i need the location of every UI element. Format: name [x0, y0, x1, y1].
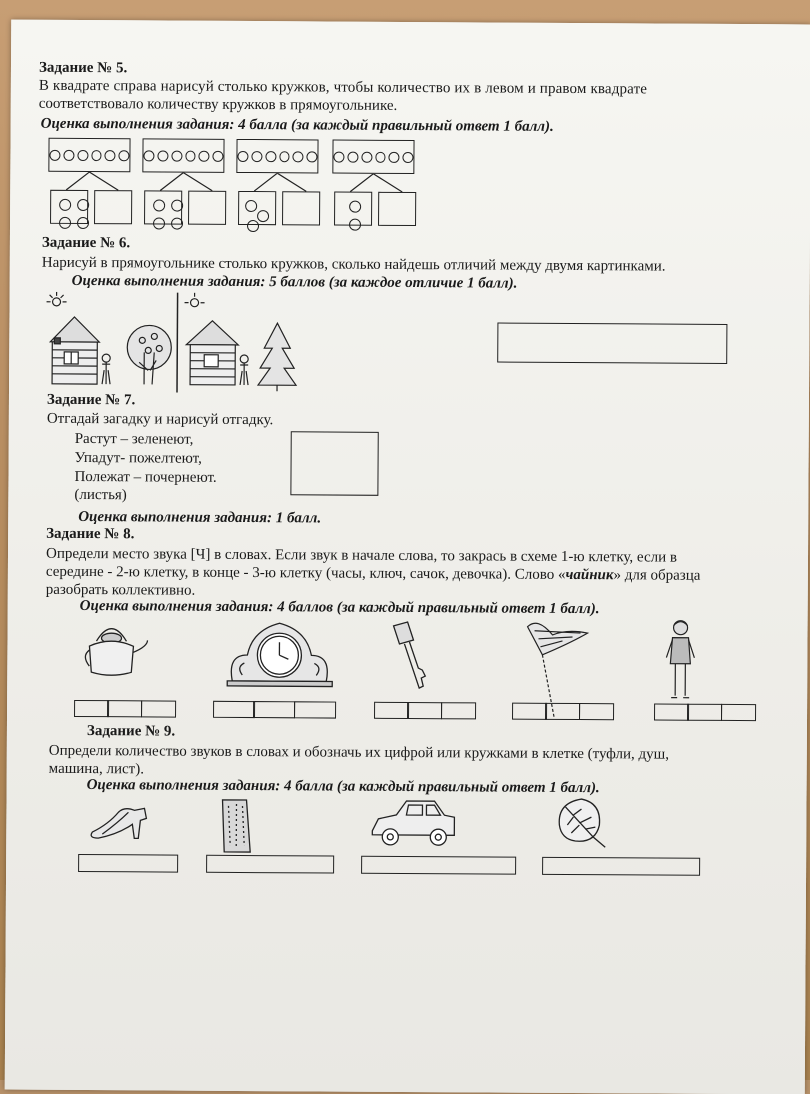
circle-mark	[389, 151, 400, 162]
leaf-icon	[551, 795, 611, 851]
task8-score: Оценка выполнения задания: 4 баллов (за каждый правильный ответ 1 балл).	[80, 598, 600, 618]
circle-mark	[279, 151, 290, 162]
scheme-cell[interactable]	[721, 704, 756, 721]
circle-mark	[251, 151, 262, 162]
task5-right-square[interactable]	[282, 191, 320, 225]
circle-mark	[245, 200, 257, 212]
task6-pictures	[44, 292, 305, 394]
task9-answer-box-3[interactable]	[361, 856, 516, 875]
circle-mark	[171, 150, 182, 161]
task9-answer-box-1[interactable]	[78, 854, 178, 873]
task8-line2-b: » для образца	[613, 567, 700, 584]
circle-mark	[185, 150, 196, 161]
task5-left-square	[144, 190, 182, 224]
task9-line1: Определи количество звуков в словах и обозначь их цифрой или кружками в клетке (туфли, душ,	[49, 742, 669, 764]
circle-mark	[91, 150, 102, 161]
circle-mark	[375, 151, 386, 162]
task8-line1: Определи место звука [Ч] в словах. Если звук в начале слова, то закрась в схеме 1-ю клетку, если в	[46, 545, 677, 567]
task5-left-square	[238, 191, 276, 225]
task5-line1: В квадрате справа нарисуй столько кружков, чтобы количество их в левом и правом квадрате	[39, 77, 647, 99]
circle-mark	[49, 149, 60, 160]
task5-right-square[interactable]	[188, 191, 226, 225]
task5-score: Оценка выполнения задания: 4 балла (за каждый правильный ответ 1 балл).	[41, 116, 554, 136]
clock-icon	[222, 615, 337, 688]
circle-mark	[293, 151, 304, 162]
scheme-cell[interactable]	[107, 700, 142, 717]
circle-mark	[77, 217, 89, 229]
shoe-icon	[88, 798, 158, 844]
task5-rectangle	[332, 140, 414, 175]
task5-left-square	[50, 190, 88, 224]
circle-mark	[153, 199, 165, 211]
circle-mark	[157, 150, 168, 161]
sound-scheme	[513, 703, 614, 721]
car-icon	[368, 797, 458, 850]
task7-answer-square[interactable]	[290, 431, 378, 496]
task8-title: Задание № 8.	[46, 526, 134, 544]
circle-mark	[349, 219, 361, 231]
task5-line2: соответствовало количеству кружков в прямоугольнике.	[39, 95, 398, 115]
riddle-line-2: Упадут- пожелтеют,	[75, 449, 202, 468]
task5-left-square	[334, 192, 372, 226]
scheme-cell[interactable]	[253, 701, 295, 718]
scheme-cell[interactable]	[213, 701, 255, 718]
circle-mark	[63, 149, 74, 160]
circle-mark	[349, 201, 361, 213]
circle-mark	[307, 151, 318, 162]
task5-right-square[interactable]	[94, 190, 132, 224]
circle-mark	[105, 150, 116, 161]
scheme-cell[interactable]	[294, 701, 336, 718]
scheme-cell[interactable]	[441, 702, 476, 719]
circle-mark	[59, 217, 71, 229]
sound-scheme	[75, 700, 176, 718]
task5-right-square[interactable]	[378, 192, 416, 226]
circle-mark	[59, 199, 71, 211]
circle-mark	[237, 150, 248, 161]
task8-line3: разобрать коллективно.	[46, 581, 196, 600]
task6-title: Задание № 6.	[42, 235, 130, 253]
circle-mark	[265, 151, 276, 162]
circle-mark	[153, 217, 165, 229]
circle-mark	[403, 151, 414, 162]
circle-mark	[143, 150, 154, 161]
worksheet	[5, 20, 810, 1094]
teapot-icon	[81, 616, 151, 678]
task8-line2-a: середине - 2-ю клетку, в конце - 3-ю клетку (часы, ключ, сачок, девочка). Слово «	[46, 564, 566, 583]
task5-rectangle	[142, 138, 224, 173]
task9-title: Задание № 9.	[87, 723, 175, 741]
scheme-cell[interactable]	[74, 700, 109, 717]
circle-mark	[347, 151, 358, 162]
scheme-cell[interactable]	[545, 703, 580, 720]
sound-scheme	[214, 701, 336, 719]
task6-score: Оценка выполнения задания: 5 баллов (за каждое отличие 1 балл).	[72, 273, 518, 293]
sound-scheme	[375, 702, 476, 720]
circle-mark	[77, 149, 88, 160]
scheme-cell[interactable]	[407, 702, 442, 719]
shower-icon	[218, 796, 254, 856]
key-icon	[387, 620, 427, 692]
scheme-cell[interactable]	[654, 704, 689, 721]
girl-icon	[662, 618, 699, 702]
riddle-line-3: Полежат – почернеют.	[74, 468, 216, 487]
task5-rectangle	[236, 139, 318, 174]
task6-answer-rectangle[interactable]	[497, 323, 727, 364]
riddle-answer: (листья)	[74, 486, 127, 504]
circle-mark	[247, 220, 259, 232]
left-picture	[46, 292, 172, 385]
circle-mark	[257, 210, 269, 222]
circle-mark	[213, 150, 224, 161]
task7-score: Оценка выполнения задания: 1 балл.	[78, 509, 321, 527]
task9-answer-box-2[interactable]	[206, 855, 334, 874]
scheme-cell[interactable]	[141, 700, 176, 717]
circle-mark	[171, 200, 183, 212]
scheme-cell[interactable]	[512, 703, 547, 720]
task8-sample-word: чайник	[565, 567, 613, 583]
scheme-cell[interactable]	[374, 702, 409, 719]
task9-score: Оценка выполнения задания: 4 балла (за каждый правильный ответ 1 балл).	[87, 777, 600, 797]
circle-mark	[119, 150, 130, 161]
scheme-cell[interactable]	[687, 704, 722, 721]
riddle-line-1: Растут – зеленеют,	[75, 430, 194, 449]
task9-answer-box-4[interactable]	[542, 857, 700, 876]
task6-text: Нарисуй в прямоугольнике столько кружков, сколько найдешь отличий между двумя картинками.	[42, 254, 666, 276]
scheme-cell[interactable]	[579, 703, 614, 720]
circle-mark	[333, 151, 344, 162]
task9-line2: машина, лист).	[49, 760, 144, 779]
circle-mark	[171, 218, 183, 230]
task5-title: Задание № 5.	[39, 60, 127, 78]
task5-rectangle	[48, 138, 130, 173]
task7-text: Отгадай загадку и нарисуй отгадку.	[47, 410, 274, 429]
right-picture	[184, 293, 297, 392]
circle-mark	[361, 151, 372, 162]
sound-scheme	[655, 704, 756, 722]
task7-title: Задание № 7.	[47, 392, 135, 410]
circle-mark	[199, 150, 210, 161]
circle-mark	[77, 199, 89, 211]
